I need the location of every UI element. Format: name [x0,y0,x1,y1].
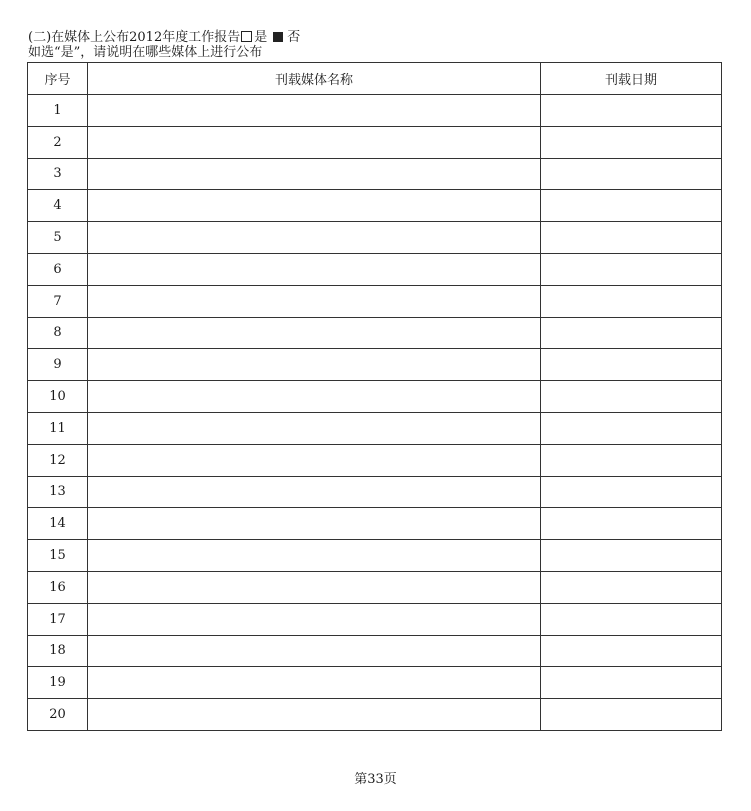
publish-date-cell[interactable] [541,571,722,603]
row-number-cell: 19 [28,667,88,699]
checkbox-no-icon[interactable] [273,32,283,42]
publish-date-cell[interactable] [541,508,722,540]
publish-date-cell[interactable] [541,412,722,444]
row-number-cell: 20 [28,699,88,731]
row-number-cell: 4 [28,190,88,222]
table-row [28,635,722,667]
media-name-cell[interactable] [88,317,541,349]
row-number-cell: 6 [28,253,88,285]
row-number-cell: 11 [28,412,88,444]
row-number-cell: 14 [28,508,88,540]
publish-date-cell[interactable] [541,158,722,190]
table-row [28,381,722,413]
media-name-cell[interactable] [88,508,541,540]
table-row [28,222,722,254]
table-row [28,285,722,317]
table-row [28,667,722,699]
media-name-cell[interactable] [88,222,541,254]
row-number-cell: 2 [28,126,88,158]
media-name-cell[interactable] [88,349,541,381]
media-name-cell[interactable] [88,285,541,317]
publish-date-cell[interactable] [541,540,722,572]
publish-date-cell[interactable] [541,317,722,349]
table-row [28,540,722,572]
row-number-cell: 18 [28,635,88,667]
media-name-cell[interactable] [88,635,541,667]
publish-date-cell[interactable] [541,476,722,508]
column-header-date: 刊载日期 [541,63,722,95]
media-name-cell[interactable] [88,571,541,603]
header-line-1 [28,30,300,45]
page-number: 第33页 [354,772,397,787]
media-name-cell[interactable] [88,444,541,476]
publish-date-cell[interactable] [541,349,722,381]
row-number-cell: 12 [28,444,88,476]
media-name-cell[interactable] [88,667,541,699]
media-name-cell[interactable] [88,253,541,285]
table-row [28,349,722,381]
header-title: (二)在媒体上公布2012年度工作报告 [28,30,241,45]
media-name-cell[interactable] [88,699,541,731]
publish-date-cell[interactable] [541,285,722,317]
table-row [28,508,722,540]
media-table [27,62,722,731]
media-name-cell[interactable] [88,412,541,444]
publish-date-cell[interactable] [541,126,722,158]
publish-date-cell[interactable] [541,190,722,222]
table-body [28,95,722,731]
publish-date-cell[interactable] [541,253,722,285]
publish-date-cell[interactable] [541,603,722,635]
row-number-cell: 10 [28,381,88,413]
publish-date-cell[interactable] [541,635,722,667]
column-header-no: 序号 [28,63,88,95]
checkbox-yes-icon[interactable] [241,31,252,42]
table-row [28,253,722,285]
media-name-cell[interactable] [88,540,541,572]
row-number-cell: 17 [28,603,88,635]
publish-date-cell[interactable] [541,222,722,254]
header-line-2: 如选“是”，请说明在哪些媒体上进行公布 [28,45,263,60]
media-name-cell[interactable] [88,190,541,222]
media-name-cell[interactable] [88,603,541,635]
media-name-cell[interactable] [88,381,541,413]
column-header-media: 刊载媒体名称 [88,63,541,95]
table-row [28,476,722,508]
table-row [28,571,722,603]
row-number-cell: 7 [28,285,88,317]
table-row [28,444,722,476]
publish-date-cell[interactable] [541,667,722,699]
row-number-cell: 8 [28,317,88,349]
media-table-container [27,62,722,731]
publish-date-cell[interactable] [541,699,722,731]
table-row [28,412,722,444]
row-number-cell: 3 [28,158,88,190]
media-name-cell[interactable] [88,95,541,127]
media-name-cell[interactable] [88,476,541,508]
row-number-cell: 16 [28,571,88,603]
table-row [28,158,722,190]
section-header [28,30,300,60]
table-row [28,95,722,127]
option-yes-label: 是 [254,30,268,45]
table-row [28,603,722,635]
row-number-cell: 9 [28,349,88,381]
table-row [28,126,722,158]
publish-date-cell[interactable] [541,444,722,476]
option-no-label: 否 [287,30,301,45]
media-name-cell[interactable] [88,158,541,190]
row-number-cell: 15 [28,540,88,572]
publish-date-cell[interactable] [541,95,722,127]
media-name-cell[interactable] [88,126,541,158]
row-number-cell: 1 [28,95,88,127]
publish-date-cell[interactable] [541,381,722,413]
row-number-cell: 13 [28,476,88,508]
table-row [28,190,722,222]
table-row [28,699,722,731]
table-row [28,317,722,349]
table-header-row [28,63,722,95]
row-number-cell: 5 [28,222,88,254]
